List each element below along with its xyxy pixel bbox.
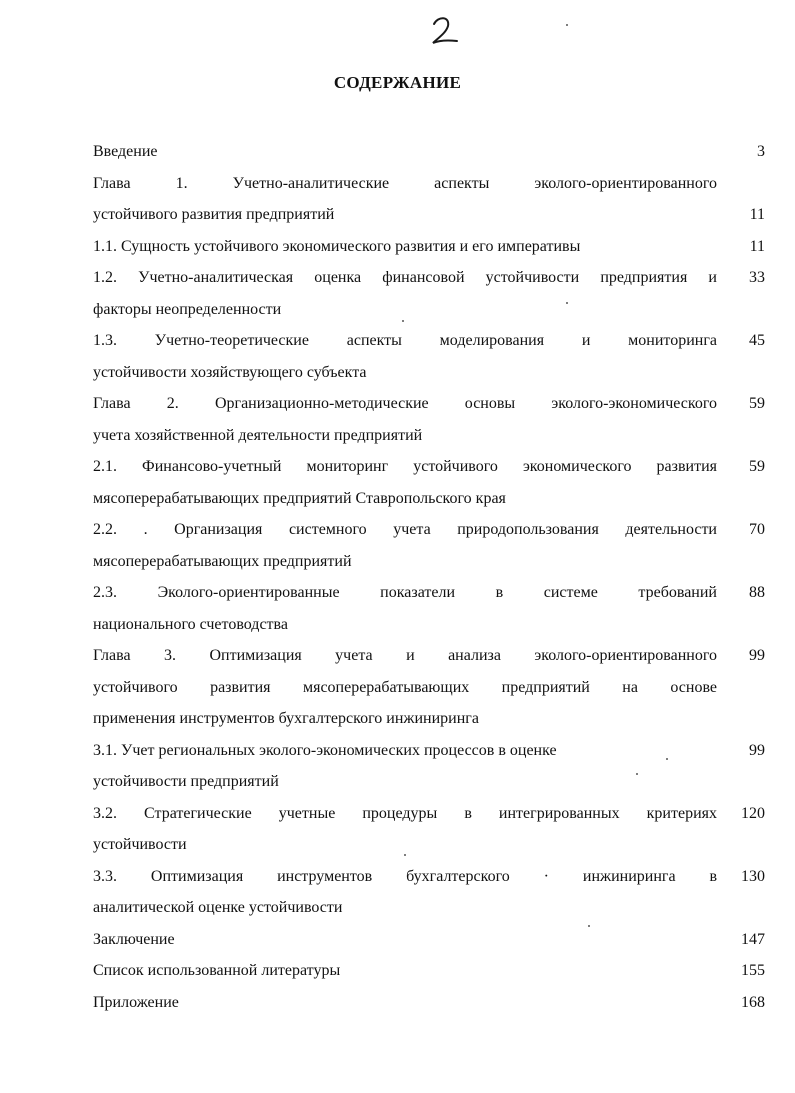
toc-entry-title-line: 2.3. Эколого-ориентированные показатели в системе требований bbox=[93, 584, 717, 601]
toc-entry-chapter-1 bbox=[93, 168, 765, 231]
scan-speck bbox=[588, 925, 590, 927]
toc-entry-title bbox=[93, 577, 717, 640]
toc-entry-page: 99 bbox=[749, 647, 765, 664]
toc-entry-title-line: устойчивого развития мясоперерабатывающих предприятий на основе bbox=[93, 678, 717, 696]
toc-entry-2-2 bbox=[93, 514, 765, 577]
toc-entry-page: 99 bbox=[749, 741, 765, 759]
toc-entry-page: 11 bbox=[749, 237, 765, 255]
scan-speck bbox=[666, 758, 668, 760]
toc-entry-page: 168 bbox=[741, 993, 765, 1011]
toc-entry-title-line: факторы неопределенности bbox=[93, 300, 282, 318]
toc-entry-1-3 bbox=[93, 325, 765, 388]
toc-entry-title bbox=[93, 262, 717, 325]
toc-entry-title: Приложение bbox=[93, 993, 179, 1011]
toc-entry-2-3 bbox=[93, 577, 765, 640]
toc-entry-page: 130 bbox=[741, 867, 765, 885]
toc-entry-title bbox=[93, 861, 717, 924]
toc-entry-page: 11 bbox=[749, 206, 765, 223]
toc-entry-page: 59 bbox=[749, 458, 765, 475]
toc-entry-3-1 bbox=[93, 735, 765, 798]
toc-entry-3-2 bbox=[93, 798, 765, 861]
toc-entry-title: Введение bbox=[93, 143, 158, 160]
toc-entry-title-line: применения инструментов бухгалтерского инжиниринга bbox=[93, 710, 479, 727]
toc-entry-chapter-3 bbox=[93, 640, 765, 735]
toc-entry-title bbox=[93, 514, 717, 577]
scan-speck bbox=[404, 854, 406, 856]
toc-entry-page: 147 bbox=[741, 930, 765, 948]
toc-entry-page: 120 bbox=[741, 804, 765, 822]
toc-entry-3-3 bbox=[93, 861, 765, 924]
toc-entry-title: Список использованной литературы bbox=[93, 962, 341, 979]
scan-speck bbox=[566, 24, 568, 26]
toc-entry-title-line: 2.2. . Организация системного учета природопользования деятельности bbox=[93, 521, 717, 538]
toc-entry-title-line: 3.3. Оптимизация инструментов бухгалтерского · инжиниринга в bbox=[93, 867, 717, 885]
toc-entry-conclusion bbox=[93, 924, 765, 956]
toc-entry-title-line: национального счетоводства bbox=[93, 615, 288, 633]
toc-entry-bibliography bbox=[93, 955, 765, 987]
toc-entry-appendix bbox=[93, 987, 765, 1019]
toc-entry-2-1 bbox=[93, 451, 765, 514]
toc-entry-page: 59 bbox=[749, 395, 765, 412]
toc-entry-page: 88 bbox=[749, 584, 765, 601]
toc-entry-title bbox=[93, 798, 717, 861]
toc-entry-title: 1.1. Сущность устойчивого экономического развития и его императивы bbox=[93, 237, 581, 255]
toc-entry-1-2 bbox=[93, 262, 765, 325]
toc-entry-title-line: устойчивости bbox=[93, 836, 187, 853]
toc-entry-title-line: устойчивости предприятий bbox=[93, 773, 279, 790]
toc-entry-page: 3 bbox=[757, 143, 765, 160]
toc-entry-title bbox=[93, 451, 717, 514]
toc-entry-title-line: аналитической оценке устойчивости bbox=[93, 899, 343, 916]
toc-entry-page: 33 bbox=[749, 269, 765, 286]
contents-heading: СОДЕРЖАНИЕ bbox=[333, 73, 462, 92]
scan-speck bbox=[402, 320, 404, 322]
toc-entry-introduction bbox=[93, 136, 765, 168]
toc-entry-title-line: 1.2. Учетно-аналитическая оценка финансовой устойчивости предприятия и bbox=[93, 269, 717, 286]
toc-entry-title-line: мясоперерабатывающих предприятий bbox=[93, 552, 352, 570]
toc-entry-title bbox=[93, 388, 717, 451]
toc-entry-title-line: Глава 3. Оптимизация учета и анализа эколого-ориентированного bbox=[93, 647, 717, 664]
toc-entry-title-line: 3.1. Учет региональных эколого-экономических процессов в оценке bbox=[93, 741, 557, 759]
toc-entry-title-line: учета хозяйственной деятельности предприятий bbox=[93, 426, 423, 444]
scan-speck bbox=[566, 302, 568, 304]
toc-entry-title-line: Глава 2. Организационно-методические основы эколого-экономического bbox=[93, 395, 717, 412]
toc-entry-title bbox=[93, 735, 717, 798]
table-of-contents bbox=[93, 136, 765, 1018]
toc-entry-page: 70 bbox=[749, 521, 765, 538]
toc-entry-title-line: устойчивого развития предприятий bbox=[93, 206, 335, 223]
toc-entry-title-line: Глава 1. Учетно-аналитические аспекты эколого-ориентированного bbox=[93, 174, 717, 192]
toc-entry-title-line: 3.2. Стратегические учетные процедуры в интегрированных критериях bbox=[93, 804, 717, 822]
toc-entry-title-line: мясоперерабатывающих предприятий Ставропольского края bbox=[93, 489, 506, 507]
toc-entry-title-line: 2.1. Финансово-учетный мониторинг устойчивого экономического развития bbox=[93, 458, 717, 475]
toc-entry-page: 155 bbox=[741, 962, 765, 979]
toc-entry-title-line: устойчивости хозяйствующего субъекта bbox=[93, 363, 367, 381]
handwritten-page-number bbox=[424, 14, 464, 50]
toc-entry-chapter-2 bbox=[93, 388, 765, 451]
scan-speck bbox=[636, 773, 638, 775]
toc-entry-1-1 bbox=[93, 231, 765, 263]
toc-entry-title bbox=[93, 640, 717, 735]
toc-entry-title: Заключение bbox=[93, 930, 175, 948]
toc-entry-page: 45 bbox=[749, 332, 765, 349]
toc-entry-title-line: 1.3. Учетно-теоретические аспекты моделирования и мониторинга bbox=[93, 332, 717, 349]
toc-entry-title bbox=[93, 168, 717, 231]
toc-entry-title bbox=[93, 325, 717, 388]
